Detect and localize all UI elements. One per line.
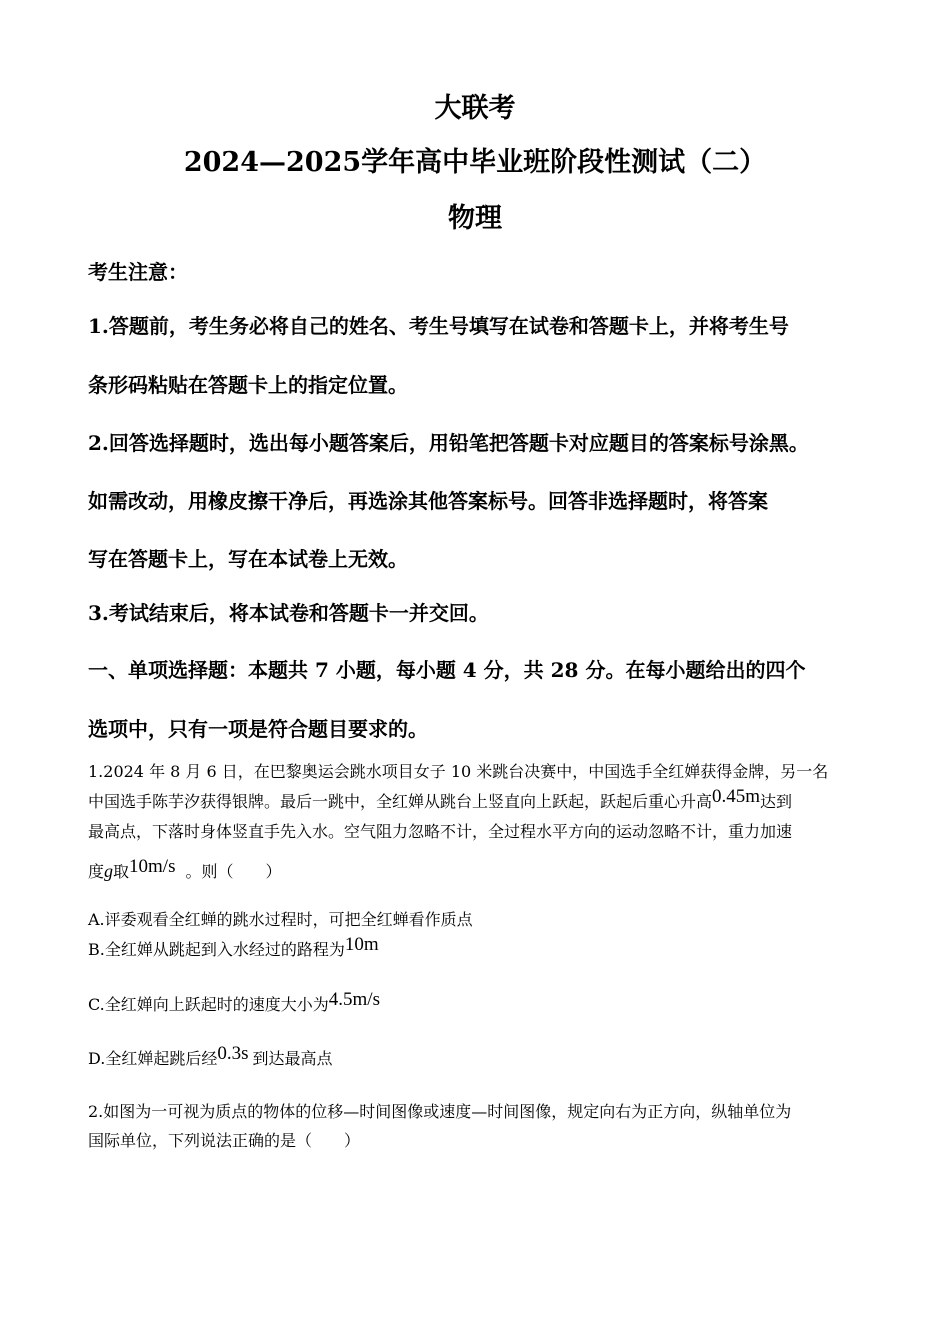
notice-item1-line2: 条形码粘贴在答题卡上的指定位置。 — [88, 373, 408, 397]
q1-height-value: 0.45m — [712, 786, 761, 807]
q1-option-d-tail: 到达最高点 — [252, 1049, 333, 1068]
notice-item2-line2: 如需改动，用橡皮擦干净后，再选涂其他答案标号。回答非选择题时，将答案 — [88, 489, 768, 513]
q1-option-d — [88, 1043, 333, 1070]
notice-item2-line3: 写在答题卡上，写在本试卷上无效。 — [88, 547, 408, 571]
q1-line2-text-a: 中国选手陈芋汐获得银牌。最后一跳中，全红婵从跳台上竖直向上跃起，跃起后重心升高 — [88, 792, 713, 811]
q1-gravity-value: 10m/s — [129, 856, 176, 877]
q1-gravity-symbol: g — [104, 861, 114, 881]
q1-option-d-value: 0.3s — [217, 1043, 249, 1064]
q2-line1: 2.如图为一可视为质点的物体的位移—时间图像或速度—时间图像，规定向右为正方向，纵轴单位为 — [88, 1102, 792, 1121]
notice-item3: 3.考试结束后，将本试卷和答题卡一并交回。 — [88, 601, 489, 625]
q1-option-d-text: D.全红婵起跳后经 — [88, 1049, 218, 1068]
q1-option-b-value: 10m — [344, 934, 379, 955]
q1-option-b — [88, 934, 379, 961]
q1-line4-text-c: 。则（ ） — [185, 862, 282, 881]
q1-line4-text-a: 度 — [88, 862, 105, 881]
q2-line2: 国际单位，下列说法正确的是（ ） — [88, 1131, 361, 1150]
q1-option-c-text: C.全红婵向上跃起时的速度大小为 — [88, 995, 329, 1014]
q1-option-c-value: 4.5m/s — [328, 989, 380, 1010]
notice-item2-line1: 2.回答选择题时，选出每小题答案后，用铅笔把答题卡对应题目的答案标号涂黑。 — [88, 431, 809, 455]
q1-line3: 最高点，下落时身体竖直手先入水。空气阻力忽略不计，全过程水平方向的运动忽略不计，重力加速 — [88, 822, 793, 841]
notice-heading: 考生注意： — [88, 260, 188, 284]
q1-option-c — [88, 989, 380, 1016]
notice-item1-line1: 1.答题前，考生务必将自己的姓名、考生号填写在试卷和答题卡上，并将考生号 — [88, 314, 789, 338]
q1-line4-text-b: 取 — [113, 862, 130, 881]
q1-line1: 1.2024 年 8 月 6 日，在巴黎奥运会跳水项目女子 10 米跳台决赛中，中国选手全红婵获得金牌，另一名 — [88, 762, 829, 781]
subject-title: 物理 — [448, 203, 502, 234]
q1-line4 — [88, 856, 282, 883]
brand-title: 大联考 — [434, 93, 516, 124]
section1-line2: 选项中，只有一项是符合题目要求的。 — [88, 717, 428, 741]
q1-line2-text-b: 达到 — [760, 792, 793, 811]
q1-option-a: A.评委观看全红蝉的跳水过程时，可把全红蝉看作质点 — [88, 910, 473, 929]
q1-line2 — [88, 786, 793, 813]
exam-title: 2024—2025学年高中毕业班阶段性测试（二） — [183, 147, 767, 178]
section1-line1: 一、单项选择题：本题共 7 小题，每小题 4 分，共 28 分。在每小题给出的四个 — [88, 658, 806, 682]
q1-option-b-text: B.全红婵从跳起到入水经过的路程为 — [88, 940, 345, 959]
